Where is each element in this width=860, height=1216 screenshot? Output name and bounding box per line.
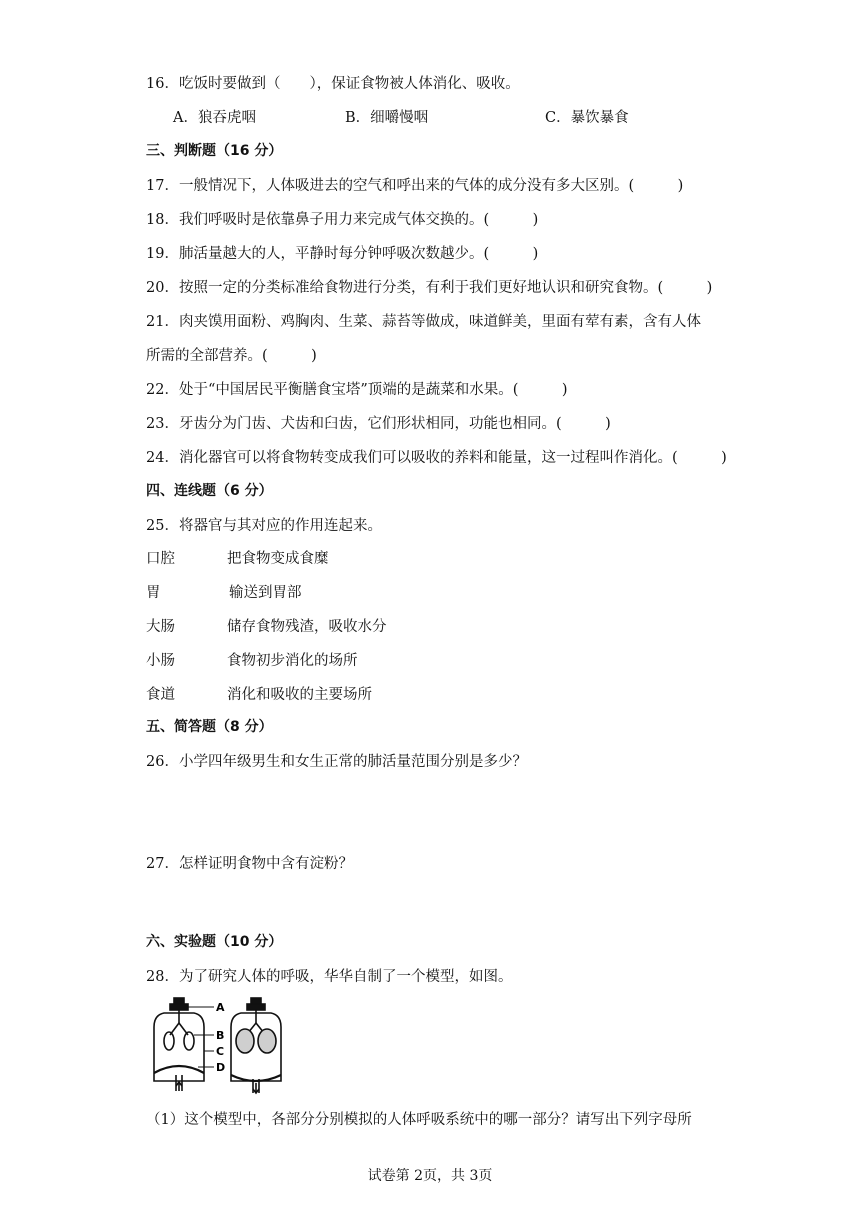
question-23: 23．牙齿分为门齿、犬齿和臼齿，它们形状相同，功能也相同。( ) bbox=[146, 416, 611, 432]
question-20: 20．按照一定的分类标准给食物进行分类，有利于我们更好地认识和研究食物。( ) bbox=[146, 280, 713, 296]
section-5-heading: 五、简答题（8 分） bbox=[146, 719, 273, 735]
label-b: B bbox=[216, 1029, 225, 1042]
function-3: 储存食物残渣，吸收水分 bbox=[227, 619, 387, 635]
section-4-heading: 四、连线题（6 分） bbox=[146, 483, 273, 499]
label-a: A bbox=[216, 1001, 225, 1014]
question-17: 17．一般情况下，人体吸进去的空气和呼出来的气体的成分没有多大区别。( ) bbox=[146, 178, 684, 194]
organ-large-intestine: 大肠 bbox=[146, 619, 175, 635]
label-d: D bbox=[216, 1061, 226, 1074]
question-28: 28．为了研究人体的呼吸，华华自制了一个模型，如图。 bbox=[146, 969, 513, 985]
model-bottle-1 bbox=[154, 998, 214, 1091]
question-18: 18．我们呼吸时是依靠鼻子用力来完成气体交换的。( ) bbox=[146, 212, 539, 228]
question-21-cont: 所需的全部营养。( ) bbox=[146, 348, 317, 364]
label-c: C bbox=[216, 1045, 225, 1058]
question-26: 26．小学四年级男生和女生正常的肺活量范围分别是多少？ bbox=[146, 754, 527, 770]
q16-option-a: A．狼吞虎咽 bbox=[173, 110, 256, 126]
section-3-heading: 三、判断题（16 分） bbox=[146, 143, 283, 159]
page-footer: 试卷第 2页，共 3页 bbox=[367, 1168, 493, 1184]
organ-stomach: 胃 bbox=[146, 585, 161, 601]
function-5: 消化和吸收的主要场所 bbox=[227, 687, 372, 703]
question-24: 24．消化器官可以将食物转变成我们可以吸收的养料和能量，这一过程叫作消化。( ) bbox=[146, 450, 727, 466]
question-22: 22．处于“中国居民平衡膳食宝塔”顶端的是蔬菜和水果。( ) bbox=[146, 382, 568, 398]
organ-small-intestine: 小肠 bbox=[146, 653, 175, 669]
question-27: 27．怎样证明食物中含有淀粉？ bbox=[146, 856, 353, 872]
section-6-heading: 六、实验题（10 分） bbox=[146, 934, 283, 950]
q16-option-b: B．细嚼慢咽 bbox=[345, 110, 429, 126]
breathing-model-figure bbox=[150, 995, 290, 1099]
function-1: 把食物变成食糜 bbox=[227, 551, 329, 567]
organ-esophagus: 食道 bbox=[146, 687, 175, 703]
question-19: 19．肺活量越大的人，平静时每分钟呼吸次数越少。( ) bbox=[146, 246, 539, 262]
function-4: 食物初步消化的场所 bbox=[227, 653, 358, 669]
question-25: 25．将器官与其对应的作用连起来。 bbox=[146, 518, 382, 534]
question-28-part-1: （1）这个模型中，各部分分别模拟的人体呼吸系统中的哪一部分？请写出下列字母所 bbox=[146, 1112, 692, 1128]
organ-mouth: 口腔 bbox=[146, 551, 175, 567]
model-bottle-2 bbox=[231, 998, 281, 1093]
question-16: 16．吃饭时要做到（ ），保证食物被人体消化、吸收。 bbox=[146, 76, 520, 92]
q16-option-c: C．暴饮暴食 bbox=[545, 110, 629, 126]
question-21: 21．肉夹馍用面粉、鸡胸肉、生菜、蒜苔等做成，味道鲜美，里面有荤有素，含有人体 bbox=[146, 314, 701, 330]
function-2: 输送到胃部 bbox=[229, 585, 302, 601]
